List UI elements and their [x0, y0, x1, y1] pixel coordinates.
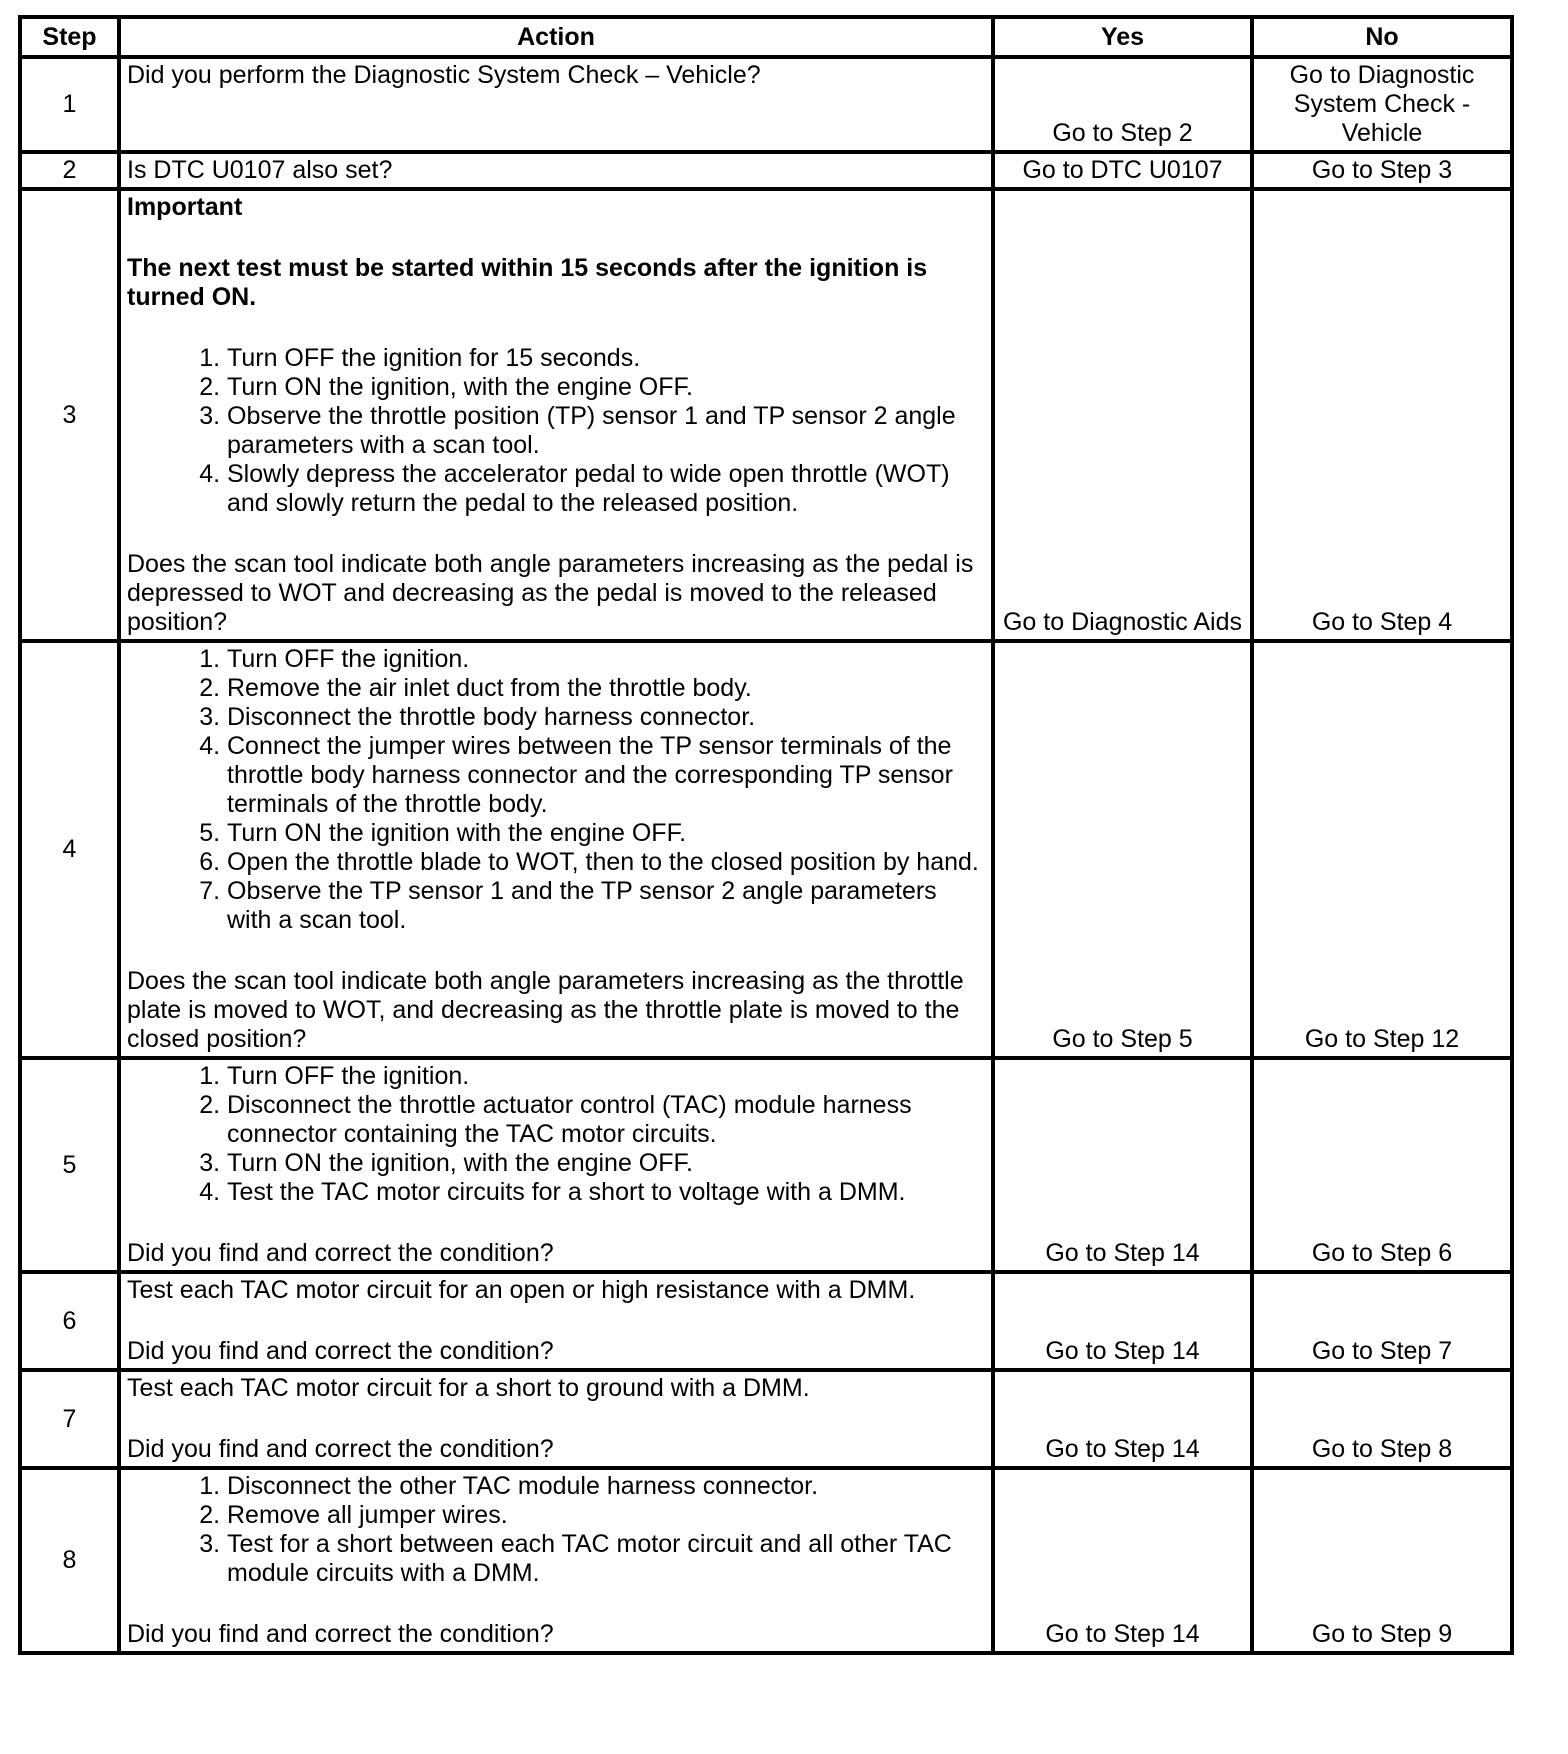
action-question: Did you find and correct the condition? [127, 1435, 554, 1463]
action-question: Does the scan tool indicate both angle parameters increasing as the pedal is depressed to WOT and decreasing as the pedal is moved to the released position? [127, 550, 974, 636]
list-item: 2. Remove all jumper wires. [227, 1501, 985, 1530]
diagnostic-table [18, 15, 1514, 1655]
header-row [20, 17, 1512, 57]
action-question: Does the scan tool indicate both angle parameters increasing as the throttle plate is moved to WOT, and decreasing as the throttle plate is moved to the closed position? [127, 967, 964, 1053]
action-question: Is DTC U0107 also set? [127, 156, 393, 184]
step-number: 8 [20, 1468, 119, 1653]
action-cell [119, 1058, 993, 1272]
action-question: Did you find and correct the condition? [127, 1239, 554, 1267]
no-cell: Go to Step 8 [1252, 1370, 1512, 1468]
action-cell [119, 189, 993, 641]
list-item: 1. Disconnect the other TAC module harness connector. [227, 1472, 985, 1501]
header-step: Step [20, 17, 119, 57]
list-item: 3. Turn ON the ignition, with the engine OFF. [227, 1149, 985, 1178]
no-cell: Go to Step 4 [1252, 189, 1512, 641]
list-item: 4. Slowly depress the accelerator pedal to wide open throttle (WOT) and slowly return the pedal to the released position. [227, 460, 985, 518]
table-row [20, 641, 1512, 1058]
list-item: 1. Turn OFF the ignition. [227, 1062, 985, 1091]
list-item: 3. Observe the throttle position (TP) sensor 1 and TP sensor 2 angle parameters with a scan tool. [227, 402, 985, 460]
header-no: No [1252, 17, 1512, 57]
list-item: 3. Test for a short between each TAC motor circuit and all other TAC module circuits with a DMM. [227, 1530, 985, 1588]
yes-cell: Go to Diagnostic Aids [993, 189, 1252, 641]
procedure-list [127, 645, 985, 935]
action-instruction: Test each TAC motor circuit for a short to ground with a DMM. [127, 1374, 810, 1402]
procedure-list [127, 344, 985, 518]
list-item: 7. Observe the TP sensor 1 and the TP sensor 2 angle parameters with a scan tool. [227, 877, 985, 935]
no-cell: Go to Diagnostic System Check - Vehicle [1252, 57, 1512, 152]
list-item: 4. Connect the jumper wires between the TP sensor terminals of the throttle body harness connector and the corresponding TP sensor terminals of the throttle body. [227, 732, 985, 819]
no-cell: Go to Step 9 [1252, 1468, 1512, 1653]
action-instruction: Test each TAC motor circuit for an open or high resistance with a DMM. [127, 1276, 916, 1304]
step-number: 1 [20, 57, 119, 152]
action-cell [119, 1370, 993, 1468]
table-row [20, 152, 1512, 189]
step-number: 7 [20, 1370, 119, 1468]
no-cell: Go to Step 12 [1252, 641, 1512, 1058]
no-cell: Go to Step 7 [1252, 1272, 1512, 1370]
action-question: Did you perform the Diagnostic System Check – Vehicle? [127, 61, 761, 89]
list-item: 3. Disconnect the throttle body harness connector. [227, 703, 985, 732]
important-note: The next test must be started within 15 seconds after the ignition is turned ON. [127, 254, 928, 311]
table-row [20, 1468, 1512, 1653]
table-row [20, 1058, 1512, 1272]
yes-cell: Go to Step 14 [993, 1058, 1252, 1272]
action-question: Did you find and correct the condition? [127, 1337, 554, 1365]
action-cell [119, 57, 993, 152]
yes-cell: Go to Step 5 [993, 641, 1252, 1058]
yes-cell: Go to Step 14 [993, 1468, 1252, 1653]
no-cell: Go to Step 3 [1252, 152, 1512, 189]
no-cell: Go to Step 6 [1252, 1058, 1512, 1272]
yes-cell: Go to Step 2 [993, 57, 1252, 152]
step-number: 6 [20, 1272, 119, 1370]
important-title: Important [127, 193, 243, 221]
yes-cell: Go to DTC U0107 [993, 152, 1252, 189]
list-item: 2. Disconnect the throttle actuator control (TAC) module harness connector containing the TAC motor circuits. [227, 1091, 985, 1149]
table-row [20, 57, 1512, 152]
action-question: Did you find and correct the condition? [127, 1620, 554, 1648]
list-item: 6. Open the throttle blade to WOT, then to the closed position by hand. [227, 848, 985, 877]
step-number: 2 [20, 152, 119, 189]
action-cell [119, 1272, 993, 1370]
list-item: 2. Turn ON the ignition, with the engine OFF. [227, 373, 985, 402]
list-item: 1. Turn OFF the ignition for 15 seconds. [227, 344, 985, 373]
table-row [20, 1272, 1512, 1370]
list-item: 4. Test the TAC motor circuits for a short to voltage with a DMM. [227, 1178, 985, 1207]
table-row [20, 189, 1512, 641]
step-number: 4 [20, 641, 119, 1058]
table-row [20, 1370, 1512, 1468]
list-item: 5. Turn ON the ignition with the engine OFF. [227, 819, 985, 848]
list-item: 1. Turn OFF the ignition. [227, 645, 985, 674]
step-number: 5 [20, 1058, 119, 1272]
header-action: Action [119, 17, 993, 57]
action-cell [119, 641, 993, 1058]
procedure-list [127, 1472, 985, 1588]
step-number: 3 [20, 189, 119, 641]
yes-cell: Go to Step 14 [993, 1370, 1252, 1468]
action-cell [119, 152, 993, 189]
header-yes: Yes [993, 17, 1252, 57]
yes-cell: Go to Step 14 [993, 1272, 1252, 1370]
list-item: 2. Remove the air inlet duct from the throttle body. [227, 674, 985, 703]
procedure-list [127, 1062, 985, 1207]
action-cell [119, 1468, 993, 1653]
